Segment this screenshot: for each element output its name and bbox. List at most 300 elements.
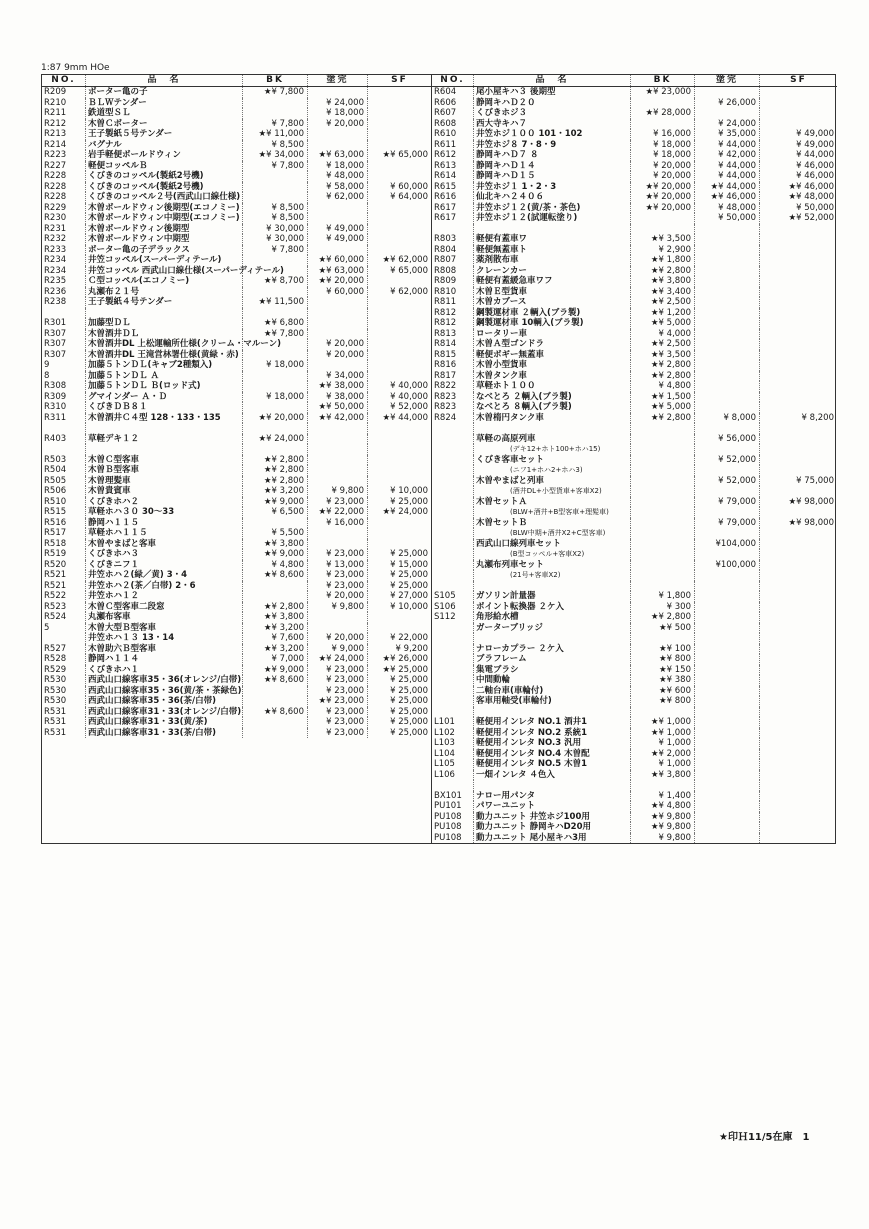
price-painted [695,696,760,707]
item-name [474,423,631,434]
item-name: 動力ユニット 静岡キハD20用 [474,822,631,833]
price-painted: ¥ 62,000 [308,192,368,203]
price-sf [368,444,431,455]
item-name: 静岡キハＤ７ ８ [474,150,631,161]
price-painted: ¥ 13,000 [308,560,368,571]
item-name: 草軽ホハ３０ 30〜33 [86,507,243,518]
price-painted [695,423,760,434]
item-number: R521 [42,581,86,592]
price-painted: ¥ 42,000 [695,150,760,161]
price-bk: ¥ 7,800 [243,245,308,256]
item-name: 木曽カブース [474,297,631,308]
item-name: (BLW+酒井+B型客車+理髪車) [474,507,631,518]
price-bk: ★¥ 9,000 [243,497,308,508]
item-number: R308 [42,381,86,392]
price-painted: ¥ 52,000 [695,476,760,487]
price-sf [760,791,837,802]
table-row [432,360,837,371]
item-number: R813 [432,329,474,340]
price-bk: ¥ 30,000 [243,224,308,235]
item-name: 木曽やまばと列車 [474,476,631,487]
price-painted: ¥ 23,000 [308,497,368,508]
price-sf [760,717,837,728]
item-name: 西武山口線客車31・33(オレンジ/白帯) [88,706,242,717]
item-number: R817 [432,371,474,382]
item-number: L106 [432,770,474,781]
item-name: 軽便用インレタ NO.5 木曽1 [474,759,631,770]
item-name: 木曽ボールドウィン中期型(エコノミー) [86,213,243,224]
table-row [432,801,837,812]
price-bk: ★¥ 3,200 [243,644,308,655]
price-painted [308,318,368,329]
price-painted: ¥ 23,000 [308,581,368,592]
price-painted: ¥ 24,000 [308,98,368,109]
item-name: 草軽の高原列車 [474,434,631,445]
price-painted [695,581,760,592]
item-name: 加藤５トンＤＬ(キャブ2種類入) [86,360,243,371]
item-name: ガーターブリッジ [474,623,631,634]
price-bk: ¥ 30,000 [243,234,308,245]
table-row [432,192,837,203]
price-sf [368,339,431,350]
table-row [42,161,431,172]
item-number [432,707,474,718]
table-row [432,444,837,455]
table-row [432,465,837,476]
item-number [432,675,474,686]
price-bk: ★¥ 9,000 [243,549,308,560]
table-row [42,255,431,266]
item-name: 井笠ホハ２(緑／黄) 3・4 [86,570,243,581]
price-sf [368,350,431,361]
item-number [432,780,474,791]
price-bk: ★¥ 1,200 [631,308,695,319]
price-bk: ★¥ 8,600 [243,570,308,581]
header-painted: 塗完 [695,75,760,86]
item-name: ガソリン計量器 [474,591,631,602]
price-bk: ★¥ 11,500 [243,297,308,308]
item-number: R515 [42,507,86,518]
price-painted [695,665,760,676]
price-sf [368,623,431,634]
item-name: 王子製紙５号テンダー [86,129,243,140]
price-painted [308,129,368,140]
table-row [432,780,837,791]
item-name: くびき客車セット [474,455,631,466]
price-painted [308,360,368,371]
item-name: 木曽Ｅ型貨車 [474,287,631,298]
price-painted [308,203,368,214]
price-bk: ★¥ 23,000 [631,87,695,98]
item-number: R521 [42,570,86,581]
item-name: 軽便無蓋車ト [474,245,631,256]
price-sf [368,203,431,214]
item-name: 草軽ホト１００ [474,381,631,392]
stock-footnote: ★印Ｈ11/5在庫 1 [719,1132,810,1143]
item-number: R530 [42,675,86,686]
price-sf: ★¥ 46,000 [788,181,834,192]
table-row [432,276,837,287]
item-name: 加藤５トンＤＬ Ａ [86,371,243,382]
table-row [432,570,837,581]
price-bk: ¥ 18,000 [243,360,308,371]
price-painted [695,822,760,833]
price-sf [760,234,837,245]
price-sf: ★¥ 98,000 [788,517,834,528]
item-name: くびきのコッペル(製紙2号機) [86,182,243,193]
price-sf [368,98,431,109]
item-name: 木曽Ａ型ゴンドラ [474,339,631,350]
price-painted [695,738,760,749]
price-painted: ★¥ 63,000 [308,266,368,277]
price-bk: ★¥ 3,800 [631,770,695,781]
table-row [42,665,431,676]
table-row [432,581,837,592]
price-sf [368,234,431,245]
table-row [432,822,837,833]
table-row [42,465,431,476]
table-row [432,245,837,256]
table-row [42,213,431,224]
price-painted [695,245,760,256]
item-number [42,444,86,455]
table-row [42,434,431,445]
price-painted: ¥ 23,000 [308,686,368,697]
price-painted [695,224,760,235]
table-row [432,591,837,602]
item-number: R823 [432,392,474,403]
price-painted [308,140,368,151]
price-sf: ¥ 40,000 [390,381,428,391]
item-number: 5 [42,623,86,634]
price-bk: ★¥ 7,800 [243,329,308,340]
price-bk [631,707,695,718]
item-name: 木曽セットＡ [474,497,631,508]
item-name: 木曽ボールドウィン後期型 [86,224,243,235]
price-sf [368,423,431,434]
price-sf: ¥ 75,000 [796,475,834,486]
table-row [42,129,431,140]
price-sf [760,266,837,277]
price-painted [695,255,760,266]
price-sf [368,161,431,172]
price-bk [243,381,308,392]
price-painted [695,87,760,98]
price-sf: ★¥ 24,000 [382,507,428,517]
item-name: 客車用軸受(車輪付) [474,696,631,707]
item-number: R823 [432,402,474,413]
table-row [42,224,431,235]
table-row [432,518,837,529]
item-name: 木曽タンク車 [474,371,631,382]
table-row [432,476,837,487]
price-sf [368,308,431,319]
item-number: R812 [432,318,474,329]
price-bk [243,182,308,193]
price-painted [695,654,760,665]
price-painted: ¥ 48,000 [695,203,760,214]
price-sf [368,455,431,466]
item-number: R804 [432,245,474,256]
price-sf [760,87,837,98]
item-number: R228 [42,182,86,193]
price-bk: ★¥ 9,000 [243,665,308,676]
item-number [432,434,474,445]
table-row [42,675,431,686]
price-bk [243,696,308,707]
price-painted [695,308,760,319]
item-number: PU108 [432,833,474,844]
price-bk [631,98,695,109]
price-sf [760,287,837,298]
item-name: くびきホハ１ [86,665,243,676]
price-bk: ★¥ 20,000 [631,203,695,214]
table-row [432,266,837,277]
price-painted: ¥ 23,000 [308,707,368,718]
table-row [42,602,431,613]
price-painted [695,234,760,245]
table-row [42,686,431,697]
price-bk: ★¥ 5,000 [631,402,695,413]
table-row [42,119,431,130]
price-sf [760,371,837,382]
table-row [42,570,431,581]
price-painted: ¥ 44,000 [695,140,760,151]
item-number: R531 [42,707,86,718]
price-sf [760,434,837,445]
price-bk [243,171,308,182]
item-number: S105 [432,591,474,602]
price-bk [243,717,308,728]
price-bk [243,581,308,592]
table-row [432,329,837,340]
price-bk: ★¥ 20,000 [243,413,308,424]
price-painted [695,381,760,392]
item-name: ポイント転換器 ２ケ入 [474,602,631,613]
item-name: 二軸台車(車輪付) [474,686,631,697]
table-row [42,318,431,329]
price-sf [368,612,431,623]
item-number: R531 [42,728,86,739]
price-bk: ★¥ 2,800 [243,602,308,613]
table-row [42,486,431,497]
price-sf [760,602,837,613]
item-name: 木曽ボールドウィン中期型 [86,234,243,245]
price-painted [695,329,760,340]
item-name: 井笠コッペル(スーパーディテール) [86,255,243,266]
item-name: ナローカプラー ２ケ入 [474,644,631,655]
price-bk: ★¥ 8,600 [243,675,308,686]
price-bk: ★¥ 5,000 [631,318,695,329]
item-number: R505 [42,476,86,487]
item-number: 9 [42,360,86,371]
price-sf [760,329,837,340]
item-number: R530 [42,686,86,697]
price-sf: ¥ 25,000 [390,717,428,727]
price-bk: ¥ 4,000 [631,329,695,340]
item-name: 軽便ボギー無蓋車 [474,350,631,361]
price-painted: ¥ 8,000 [695,413,760,424]
price-bk [243,266,308,277]
table-row [42,623,431,634]
price-bk [631,476,695,487]
table-row [42,329,431,340]
item-name: 静岡キハＤ１４ [474,161,631,172]
price-bk: ¥ 5,500 [243,528,308,539]
price-sf [760,707,837,718]
price-bk [631,423,695,434]
price-sf: ★¥ 26,000 [382,654,428,664]
table-row [42,182,431,193]
price-bk: ★¥ 2,500 [631,297,695,308]
item-number: R213 [42,129,86,140]
item-number: R530 [42,696,86,707]
item-name: 動力ユニット 尾小屋キハ3用 [474,833,631,844]
price-painted [695,465,760,476]
table-row [42,717,431,728]
item-name: 軽便有蓋車ワ [474,234,631,245]
price-sf: ¥ 49,000 [796,139,834,150]
price-painted: ¥ 9,800 [308,602,368,613]
price-painted [695,728,760,739]
table-row [432,528,837,539]
table-row [432,182,837,193]
table-row [432,612,837,623]
price-bk [631,549,695,560]
table-row [432,255,837,266]
price-sf: ¥ 25,000 [390,685,428,696]
price-painted: ¥ 20,000 [308,350,368,361]
item-number: R527 [42,644,86,655]
item-number [432,497,474,508]
price-sf: ¥ 8,200 [801,412,834,423]
item-name: 動力ユニット 井笠ホジ100用 [474,812,631,823]
price-painted [308,297,368,308]
price-bk: ★¥ 8,600 [243,707,308,718]
price-sf [760,528,837,539]
table-row [42,539,431,550]
table-row [432,549,837,560]
item-number: R608 [432,119,474,130]
table-row [432,129,837,140]
item-name: 木曽酒井ＤＬ [86,329,243,340]
price-sf [760,822,837,833]
item-name [86,308,243,319]
price-bk: ★¥ 2,800 [631,413,695,424]
price-sf: ¥ 49,000 [796,129,834,139]
price-sf: ¥ 44,000 [796,150,834,160]
item-number: PU108 [432,812,474,823]
price-painted: ★¥ 20,000 [308,276,368,287]
item-name: 木曽大型Ｂ型客車 [86,623,243,634]
item-name: 丸瀬布２１号 [86,287,243,298]
price-painted [695,749,760,760]
item-number: R822 [432,381,474,392]
price-sf: ¥ 25,000 [390,675,428,685]
price-bk: ★¥ 6,800 [243,318,308,329]
price-sf [760,549,837,560]
price-painted [695,444,760,455]
table-row [432,150,837,161]
price-bk [631,434,695,445]
item-name: 西武山口線客車31・33(茶/白帯) [86,728,243,739]
price-sf: ¥ 10,000 [390,486,428,496]
price-bk: ★¥ 2,800 [243,465,308,476]
price-painted [695,528,760,539]
table-row [42,423,431,434]
price-sf [760,728,837,739]
table-row [432,675,837,686]
price-painted [695,675,760,686]
item-number: PU108 [432,822,474,833]
price-sf [368,434,431,445]
price-painted: ★¥ 38,000 [308,381,368,392]
price-painted [695,759,760,770]
price-painted: ¥ 79,000 [695,497,760,508]
item-name: 加藤型ＤＬ [86,318,243,329]
item-name: 井笠コッペル 西武山口線仕様(スーパーディテール) [88,265,284,276]
table-row [432,119,837,130]
item-name: 木曽セットＢ [474,518,631,529]
item-number [432,539,474,550]
price-bk: ★¥ 2,800 [243,476,308,487]
price-sf: ¥ 25,000 [390,706,428,717]
item-name: 西武山口線客車31・33(黄/茶) [86,717,243,728]
price-painted: ¥ 44,000 [695,171,760,182]
price-painted [308,423,368,434]
price-bk: ★¥ 7,800 [243,87,308,98]
price-sf [368,518,431,529]
item-number: PU101 [432,801,474,812]
price-sf: ¥ 60,000 [390,181,428,192]
item-name [474,224,631,235]
price-bk: ★¥ 1,000 [631,728,695,739]
item-number: R210 [42,98,86,109]
price-bk: ★¥ 2,800 [243,455,308,466]
item-name: 木曽酒井Ｃ４型 128・133・135 [86,413,243,424]
price-sf [368,245,431,256]
price-painted [695,602,760,613]
item-name: 井笠ホジ１００ 101・102 [474,129,631,140]
table-row [432,560,837,571]
price-bk: ★¥ 34,000 [243,150,308,161]
item-number: R617 [432,213,474,224]
price-sf [760,507,837,518]
item-name: 岩手軽便ボールドウィン [86,150,243,161]
item-name: 木曽Ｃ型客車二段窓 [86,602,243,613]
price-bk: ★¥ 2,500 [631,339,695,350]
item-number: R311 [42,413,86,424]
price-painted [695,770,760,781]
price-sf [760,465,837,476]
table-row [432,402,837,413]
item-name: 鋼製運材車 ２輌入(ブラ製) [474,308,631,319]
table-row [42,654,431,665]
table-row [42,413,431,424]
price-painted [695,318,760,329]
price-bk: ★¥ 3,200 [243,623,308,634]
scale-label: 1:87 9mm HOe [41,63,110,73]
item-number: R811 [432,297,474,308]
price-sf [760,392,837,403]
price-sf: ¥ 10,000 [390,601,428,612]
price-sf [760,644,837,655]
price-bk: ¥ 16,000 [631,129,695,140]
price-sf [760,612,837,623]
price-painted [308,476,368,487]
price-bk: ★¥ 28,000 [631,108,695,119]
header-name: 品 名 [474,75,631,86]
